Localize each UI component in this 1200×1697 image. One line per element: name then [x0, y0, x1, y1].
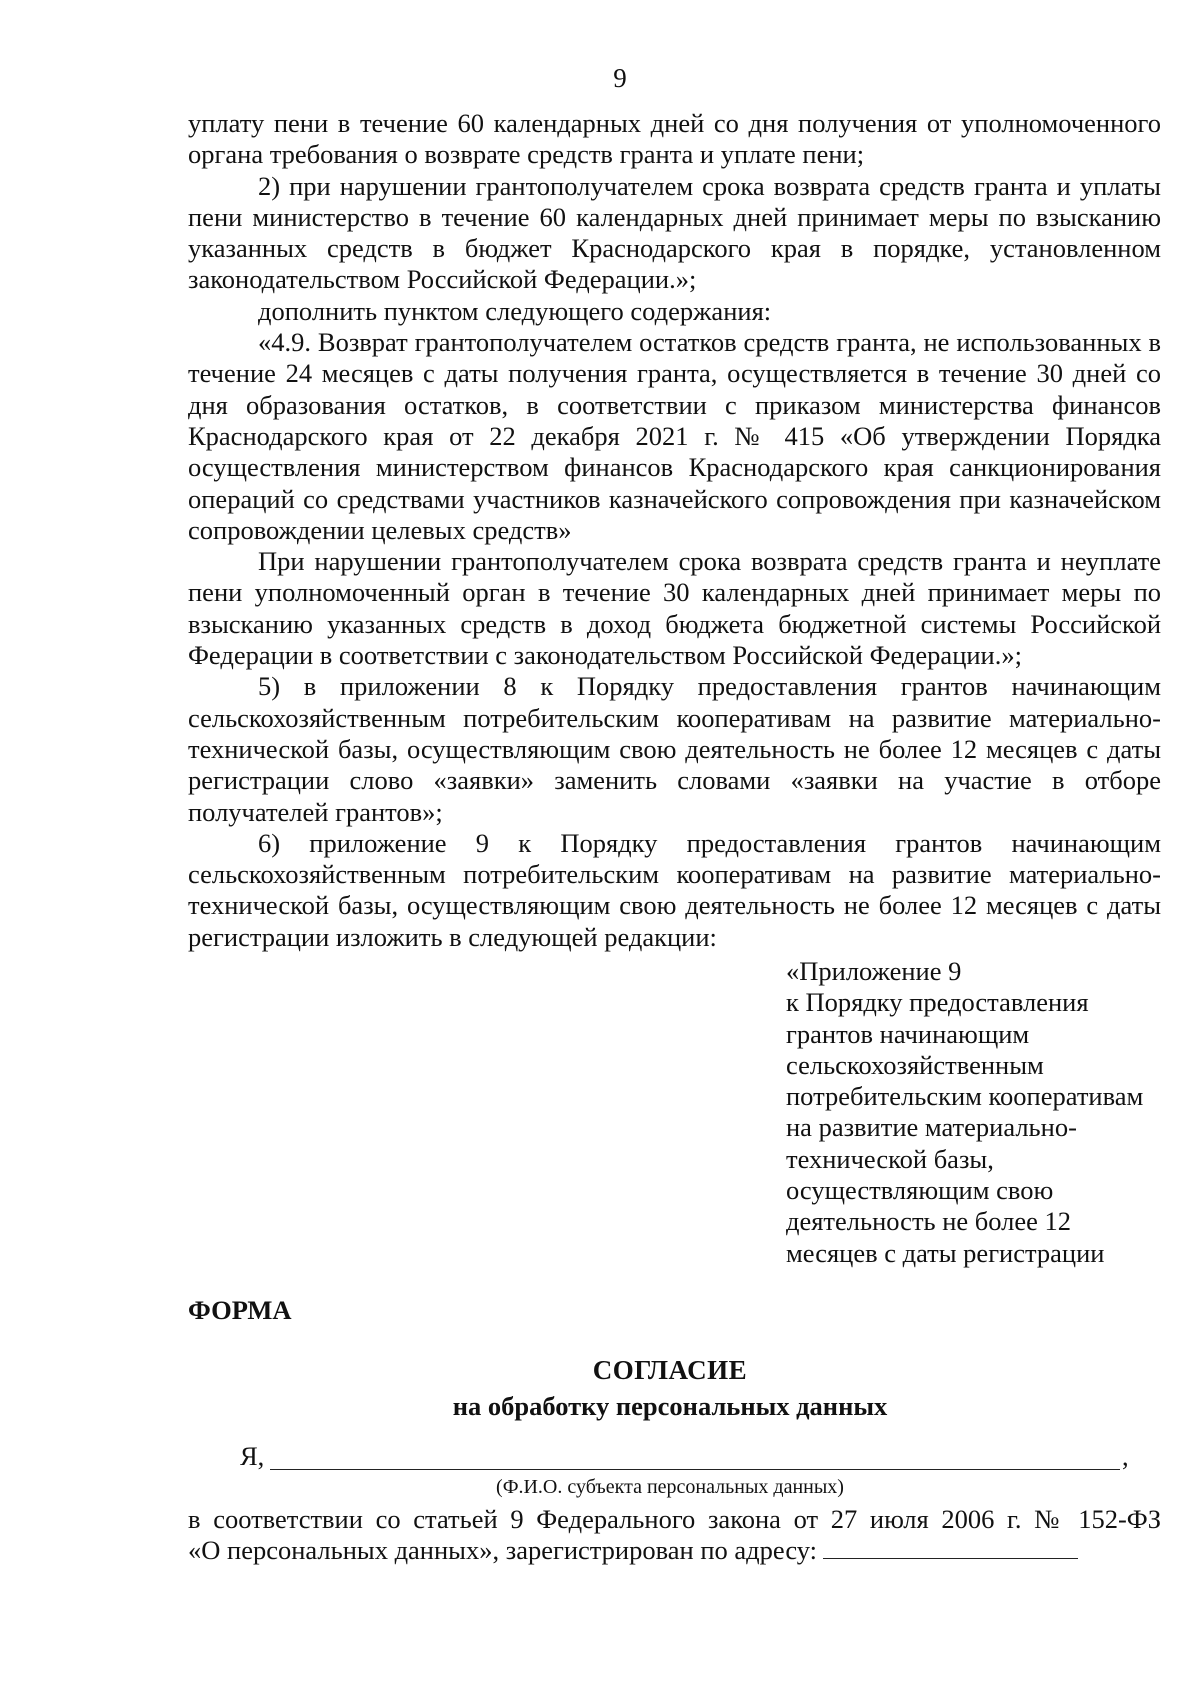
- appendix-line: технической базы,: [786, 1143, 994, 1174]
- fio-caption: (Ф.И.О. субъекта персональных данных): [496, 1476, 844, 1498]
- appendix-line: деятельность не более 12: [786, 1206, 1072, 1237]
- paragraph-violation: При нарушении грантополучателем срока возврата средств гранта и неуплате пени уполномоченный орган в течение 30 календарных дней принимает меры по взысканию указанных средств в доход бюджета бюджетной системы Российской Федерации в соответствии с законодательством Российской Федерации.»;: [188, 546, 1161, 671]
- paragraph-supplement: дополнить пунктом следующего содержания:: [258, 295, 772, 326]
- paragraph-item-6: 6) приложение 9 к Порядку предоставления грантов начинающим сельскохозяйственным потребительским кооперативам на развитие материально-технической базы, осуществляющим свою деятельность не более 12 месяцев с даты регистрации изложить в следующей редакции:: [188, 827, 1161, 952]
- page-number: 9: [613, 63, 627, 93]
- form-label: ФОРМА: [188, 1295, 292, 1325]
- appendix-line: грантов начинающим: [786, 1018, 1030, 1049]
- fio-blank-field[interactable]: [270, 1469, 1120, 1470]
- paragraph-item-2: 2) при нарушении грантополучателем срока возврата средств гранта и уплаты пени министерство в течение 60 календарных дней принимает меры по взысканию указанных средств в бюджет Краснодарского края в порядке, установленном законодательством Российской Федерации.»;: [188, 170, 1161, 295]
- consent-body-line-1: в соответствии со статьей 9 Федерального закона от 27 июля 2006 г. № 152-ФЗ: [188, 1504, 1161, 1534]
- appendix-line: осуществляющим свою: [786, 1175, 1054, 1206]
- appendix-line: потребительским кооперативам: [786, 1081, 1144, 1112]
- paragraph-item-5: 5) в приложении 8 к Порядку предоставления грантов начинающим сельскохозяйственным потребительским кооперативам на развитие материально-технической базы, осуществляющим свою деятельность не более 12 месяцев с даты регистрации слово «заявки» заменить словами «заявки на участие в отборе получателей грантов»;: [188, 671, 1161, 827]
- consent-subtitle: на обработку персональных данных: [452, 1391, 888, 1421]
- appendix-line: месяцев с даты регистрации: [786, 1237, 1105, 1268]
- appendix-header: [786, 956, 1166, 1269]
- paragraph-clause-4-9: «4.9. Возврат грантополучателем остатков средств гранта, не использованных в течение 24 месяцев с даты получения гранта, осуществляется в течение 30 дней со дня образования остатков, в соответствии с приказом министерства финансов Краснодарского края от 22 декабря 2021 г. № 415 «Об утверждении Порядка осуществления министерством финансов Краснодарского края санкционирования операций со средствами участников казначейского сопровождения при казначейском сопровождении целевых средств»: [188, 327, 1161, 545]
- consent-body-line-2: «О персональных данных», зарегистрирован по адресу:: [188, 1535, 817, 1566]
- fio-prefix: Я,: [240, 1441, 265, 1471]
- address-blank-field[interactable]: [823, 1538, 1078, 1559]
- document-body: [188, 108, 1161, 953]
- appendix-line: на развитие материально-: [786, 1112, 1077, 1143]
- appendix-line: к Порядку предоставления: [786, 987, 1089, 1018]
- fio-line: [240, 1440, 1140, 1474]
- consent-title: СОГЛАСИЕ: [592, 1355, 748, 1385]
- appendix-line: «Приложение 9: [786, 956, 962, 986]
- paragraph-continuation: уплату пени в течение 60 календарных дней со дня получения от уполномоченного органа требования о возврате средств гранта и уплате пени;: [188, 108, 1161, 170]
- consent-body-line-2-wrap: [188, 1535, 1161, 1566]
- consent-body: [188, 1504, 1161, 1567]
- fio-suffix: ,: [1122, 1441, 1129, 1471]
- appendix-line: сельскохозяйственным: [786, 1049, 1044, 1080]
